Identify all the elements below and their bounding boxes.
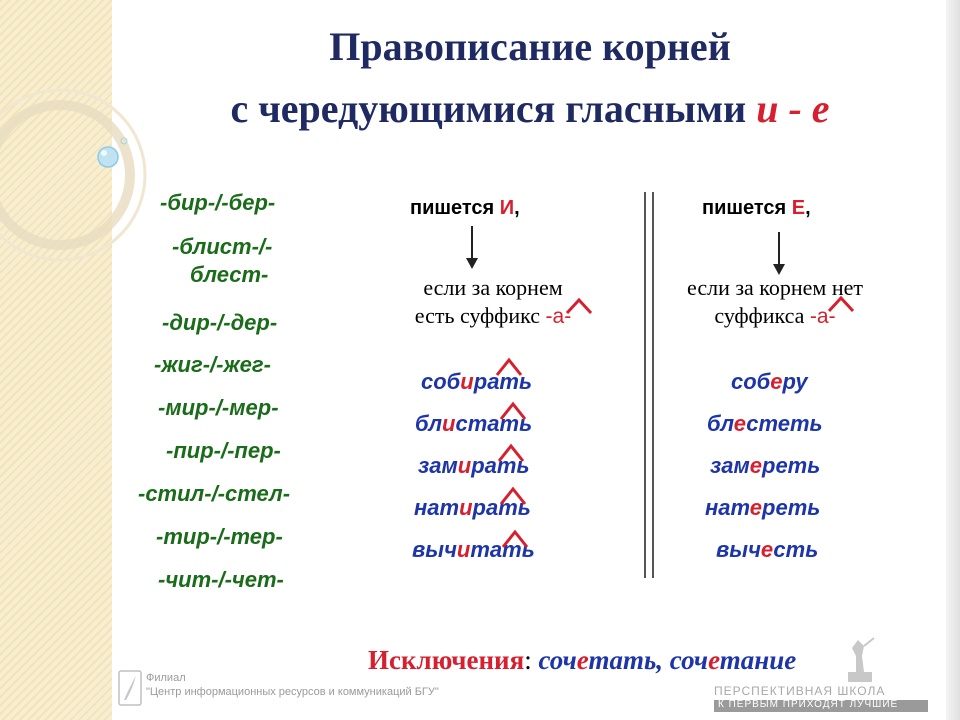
exceptions-line: Исключения: сочетать, сочетание: [368, 645, 797, 675]
column-heading-i: пишется И,: [410, 197, 520, 219]
root-item: -пир-/-пер-: [166, 438, 281, 463]
root-item: -стил-/-стел-: [138, 481, 291, 506]
example-word-i: собирать: [421, 369, 533, 394]
root-item: -мир-/-мер-: [158, 395, 279, 420]
suffix-caret-icon: [826, 294, 856, 314]
feather-logo-icon: [118, 670, 142, 706]
condition-i: если за корнем есть суффикс -а-: [414, 275, 572, 328]
column-heading-e: пишется Е,: [702, 197, 811, 219]
example-word-i: вычитать: [412, 537, 535, 562]
example-word-i: натирать: [414, 495, 531, 520]
root-item: -чит-/-чет-: [158, 567, 284, 592]
suffix-caret-icon: [494, 356, 524, 378]
root-item: блест-: [190, 262, 269, 287]
suffix-caret-icon: [500, 528, 530, 550]
suffix-caret-icon: [496, 442, 526, 464]
example-word-e: соберу: [731, 369, 808, 394]
suffix-caret-icon: [498, 400, 528, 422]
slide-edge-shadow: [946, 0, 960, 720]
footer-school-logo: ПЕРСПЕКТИВНАЯ ШКОЛА К ПЕРВЫМ ПРИХОДЯТ ЛУЧШИЕ: [714, 636, 944, 716]
root-item: -блист-/-: [172, 234, 273, 259]
example-word-i: блистать: [415, 411, 533, 436]
down-arrow-icon: [771, 232, 787, 276]
condition-e: если за корнем нет суффикса -а-: [687, 275, 863, 328]
example-word-e: блестеть: [707, 411, 823, 436]
root-item: -дир-/-дер-: [162, 310, 278, 335]
example-word-e: натереть: [705, 495, 821, 520]
suffix-caret-icon: [498, 485, 528, 507]
example-word-i: замирать: [418, 453, 530, 478]
suffix-caret-icon: [564, 296, 594, 316]
statue-logo-icon: [842, 636, 878, 684]
root-item: -бир-/-бер-: [160, 190, 276, 215]
example-word-e: замереть: [710, 453, 821, 478]
column-divider: [652, 192, 654, 578]
page-title-line2: с чередующимися гласными и - е: [230, 86, 830, 131]
root-item: -жиг-/-жег-: [154, 352, 271, 377]
example-word-e: вычесть: [716, 537, 819, 562]
down-arrow-icon: [464, 226, 480, 270]
page-title-line1: Правописание корней: [329, 24, 731, 69]
title-accent: и - е: [756, 86, 830, 131]
root-item: -тир-/-тер-: [156, 524, 283, 549]
column-divider: [644, 192, 646, 578]
footer-organization: Филиал "Центр информационных ресурсов и коммуникаций БГУ": [146, 672, 439, 698]
